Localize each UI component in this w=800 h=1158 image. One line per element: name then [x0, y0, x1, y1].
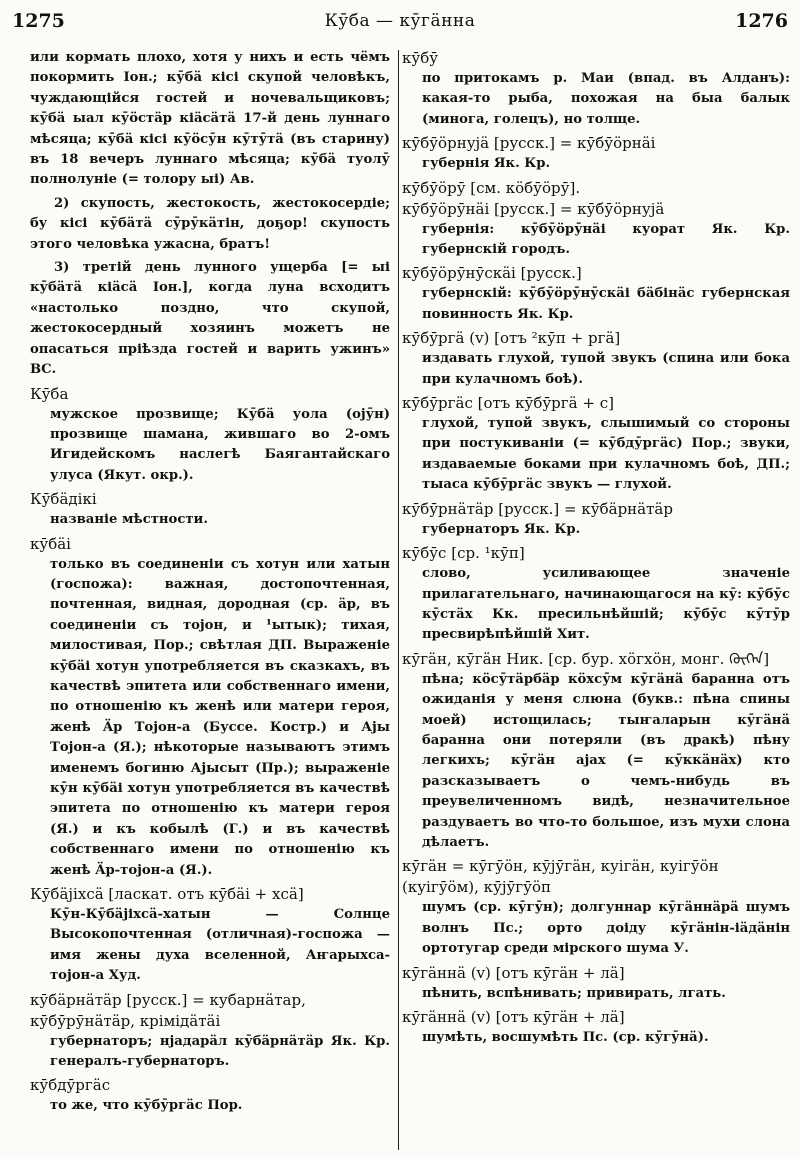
entry-definition: по притокамъ р. Маи (впад. въ Алданъ): какая-то рыба, похожая на быа балык (минога, голецъ), но толще.: [422, 71, 790, 127]
entry-definition: пѣна; кöсӯтäрбäр кöхсӯм кӯгäнä баранна отъ ожиданія у меня слюна (букв.: пѣна спины моей) истощилась; тыҥаларын кӯгäнä баранна они потеряли (въ дракѣ) пѣну легкихъ; кӯгäн аjах (= кӯккäнäх) кто разсказываетъ о чемъ-нибудь въ преувеличенномъ видѣ, незначительное раздуваетъ во что-то большое, изъ мухи слона дѣлаетъ.: [422, 671, 790, 850]
entry-definition: губернія: кӯбӯöрӯнäі куорат Як. Кр. губернскій городъ.: [422, 221, 790, 258]
entry-definition: Кӯн-Кӯбäjіхсä-хатын — Солнце Высокопочтенная (отличная)-госпожа — имя жены духа вселенной, Аҥарыхса-тоjон-а Худ.: [50, 907, 390, 984]
entry-definition: названіе мѣстности.: [50, 512, 208, 528]
entry-headword: Кӯбäjіхсä [ласкат. отъ кӯбäі + хсä]: [30, 885, 304, 904]
entry-definition: только въ соединеніи съ хотун или хатын (госпожа): важная, достопочтенная, почтенная, видная, дородная (ср. äр, въ соединеніи съ тоjон, и ¹ытык); тихая, милостивая, Пор.; свѣтлая ДП. Выраженіе кӯбäі хотун употребляется въ сказкахъ, въ качествѣ эпитета или собственнаго имени, по отношенію къ женѣ или матери героя, женѣ Äр Тоjон-а (Буссе. Костр.) и Аjы Тоjон-а (Я.); нѣкоторые называютъ этимъ именемъ богиню Аjысыт (Пр.); выраженіе кӯн кӯбäі хотун употребляется въ качествѣ эпитета по отношенію къ матери героя (Я.) и къ кобылѣ (Г.) и въ качествѣ собственнаго имени по отношенію къ женѣ Äр-тоjон-а (Я.).: [50, 556, 390, 878]
right-column: [402, 48, 790, 1051]
left-column: [30, 48, 390, 1120]
column-divider: [398, 50, 399, 1150]
entry-definition: мужское прозвище; Кӯбä уола (оjӯн) прозвище шамана, жившаго во 2-омъ Игидейскомъ наслегѣ Баягантайскаго улуса (Якут. окр.).: [50, 406, 390, 483]
entry-headword: кӯбӯöрӯнӯскäі [русск.]: [402, 264, 582, 283]
entry-headword: кӯгäннä (v) [отъ кӯгäн + лä]: [402, 963, 625, 982]
entry-definition: губернаторъ Як. Кр.: [422, 521, 581, 537]
entry-headword: кӯгäн, кӯгäн Ник. [ср. бур. хöгхöн, монг. ᠬᠦᠭᠡᠨ]: [402, 649, 770, 668]
entry-definition: губернскій: кӯбӯöрӯнӯскäі бäбінäс губернская повинность Як. Кр.: [422, 286, 790, 322]
entry-headword: кӯбӯ: [402, 49, 439, 67]
entry-headword: кӯбӯргäс [отъ кӯбӯргä + с]: [402, 394, 614, 413]
entry-definition: глухой, тупой звукъ, слышимый со стороны при постукиваніи (= кӯбдӯргäс) Пор.; звуки, издаваемые боками при кулачномъ боѣ, ДП.; тыаса кӯбӯргäс звукъ — глухой.: [422, 416, 790, 493]
entry-headword: кӯбäрнäтäр [русск.] = кубарнäтар, кӯбӯрӯнäтäр, крімідäтäі: [30, 990, 306, 1030]
entry-definition: губернаторъ; нjадарäл кӯбäрнäтäр Як. Кр. генералъ-губернаторъ.: [50, 1033, 390, 1070]
entry-headword: кӯбӯöрӯ [см. кöбӯöрӯ].: [402, 178, 581, 197]
page-number-right: 1276: [735, 10, 788, 32]
entry-definition: пѣнить, вспѣнивать; привирать, лгать.: [422, 985, 726, 1001]
running-title: Кӯба — кӯгäнна: [324, 11, 476, 31]
entry-definition: 2) скупость, жестокость, жестокосердіе; бу кісі кӯбäтä сӯрӯкäтін, доҕор! скупость этого человѣка ужасна, братъ!: [30, 195, 390, 252]
entry-definition: шумѣть, восшумѣть Пс. (ср. кӯгӯнä).: [422, 1030, 709, 1045]
entry-definition: издавать глухой, тупой звукъ (спина или бока при кулачномъ боѣ).: [422, 351, 790, 387]
entry-headword: кӯбдӯргäс: [30, 1076, 111, 1095]
entry-definition: губернія Як. Кр.: [422, 156, 551, 172]
entry-headword: кӯбäі: [30, 534, 71, 553]
entry-definition: слово, усиливающее значеніе прилагательнаго, начинающагося на кӯ: кӯбӯс кӯстäх Кк. пресильнѣйшій; кӯбӯс кӯтӯр пресвирѣпѣйшій Хит.: [422, 566, 790, 643]
entry-headword: кӯбӯрнäтäр [русск.] = кӯбäрнäтäр: [402, 499, 673, 518]
entry-headword: Кӯбäдікі: [30, 490, 97, 509]
entry-definition: 3) третій день лунного ущерба [= ыі кӯбäтä кіäсä Іон.], когда луна всходитъ «настолько поздно, что скупой, жестокосердный хозяинъ можетъ не опасаться пріѣзда гостей и варить ужинъ» ВС.: [30, 260, 390, 378]
entry-headword: кӯбӯс [ср. ¹кӯп]: [402, 544, 525, 563]
entry-headword: кӯбӯöрнујä [русск.] = кӯбӯöрнäі: [402, 134, 656, 153]
page-number-left: 1275: [12, 10, 65, 32]
page-header: [12, 10, 788, 36]
entry-definition: шумъ (ср. кӯгӯн); долгуннар кӯгäннäрä шумъ волнъ Пс.; орто доіду кӯгäнін-іäдäнін ортотугар среди мірского шума У.: [422, 900, 790, 957]
entry-headword: кӯбӯöрӯнäі [русск.] = кӯбӯöрнујä: [402, 199, 665, 218]
entry-headword: кӯбӯргä (v) [отъ ²кӯп + ргä]: [402, 329, 621, 348]
entry-headword: Кӯба: [30, 384, 69, 403]
entry-definition: то же, что кӯбӯргäс Пор.: [50, 1098, 243, 1114]
entry-headword: кӯгäннä (v) [отъ кӯгäн + лä]: [402, 1008, 625, 1026]
entry-headword: кӯгäн = кӯгӯöн, кӯjӯгäн, куігäн, куігӯöн (куігӯöм), кӯjӯгӯöп: [402, 857, 719, 897]
entry-definition: или кормать плохо, хотя у нихъ и есть чёмъ покормить Іон.; кӯбä кісі скупой человѣкъ, чуждающійся гостей и ночевальщиковъ; кӯбä ыал кӯöстäр кіäсäтä 17-й день луннаго мѣсяца; кӯбä кісі кӯöсӯн кӯтӯтä (въ старину) въ 18 вечеръ луннаго мѣсяца; кӯбä туолӯ полнолуніе (= толору ыі) Ав.: [30, 50, 390, 188]
